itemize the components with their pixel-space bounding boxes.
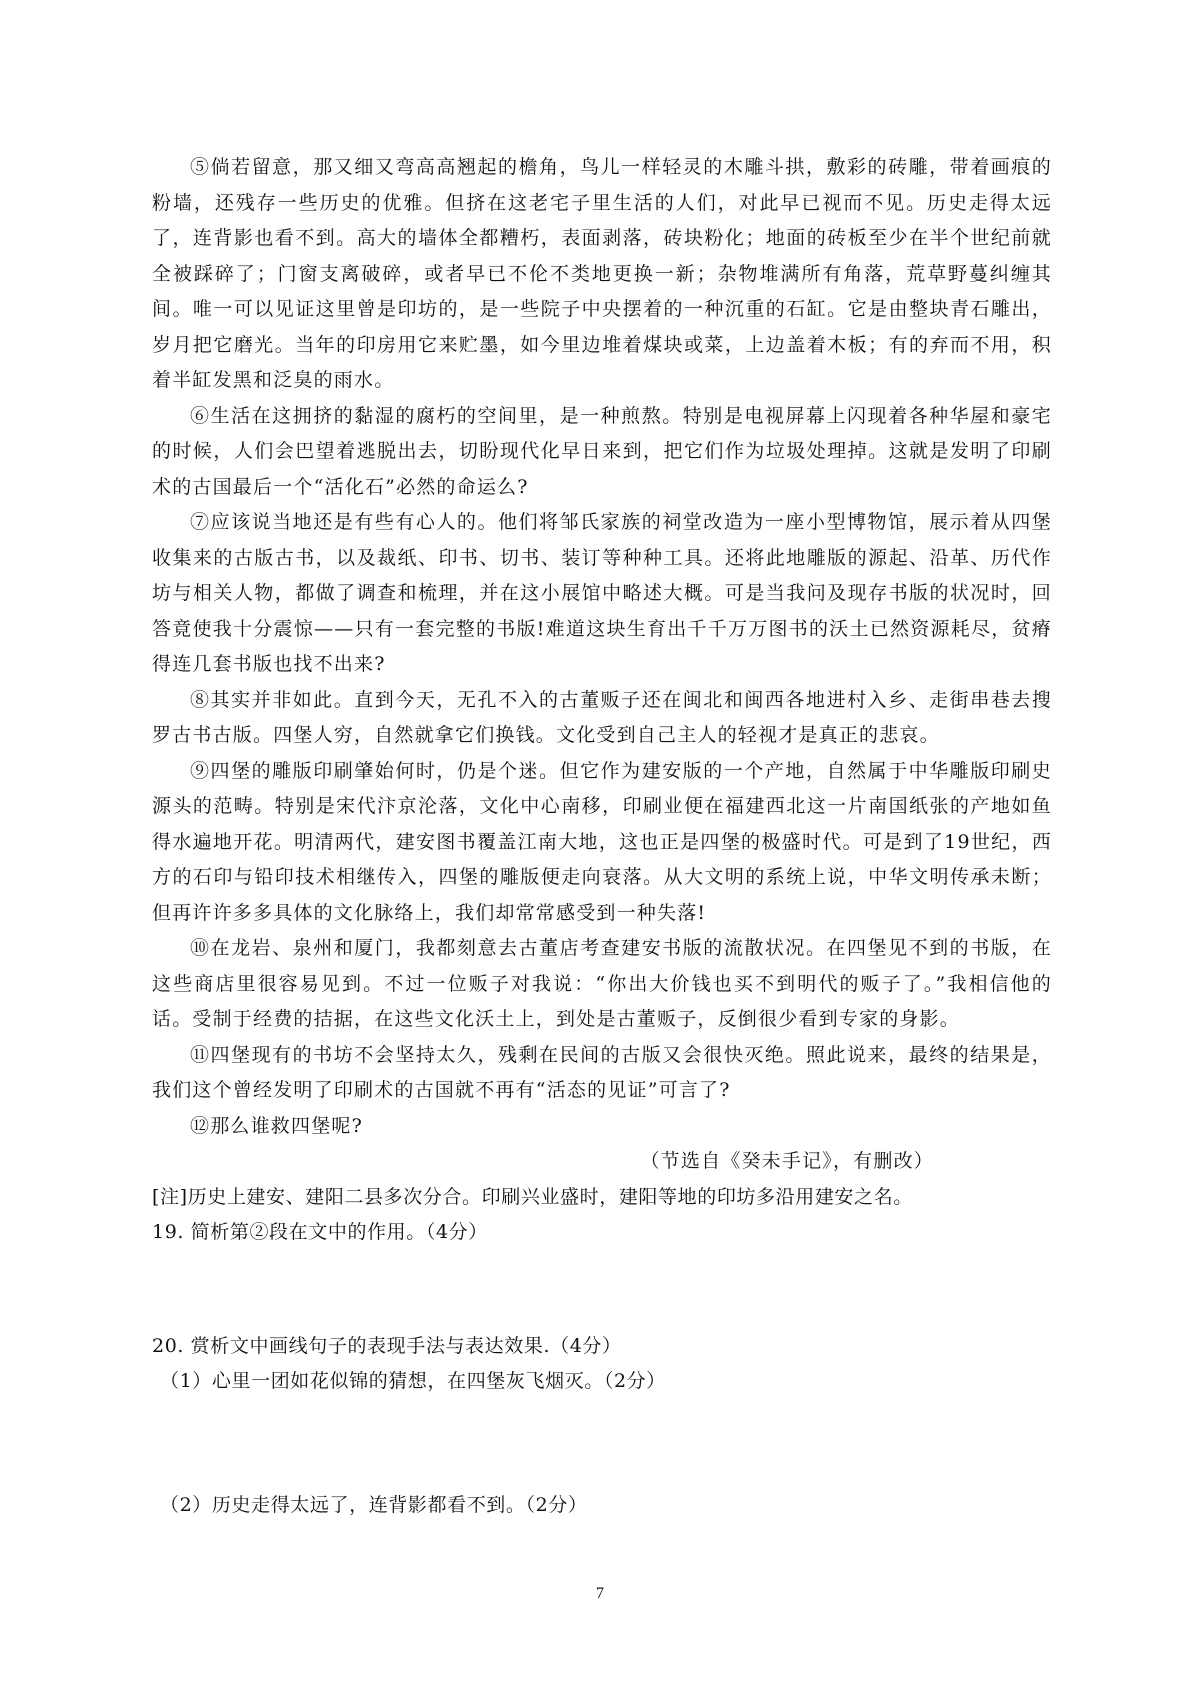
paragraph-marker: ⑨ xyxy=(190,759,211,782)
paragraph-text: 四堡的雕版印刷肇始何时，仍是个迷。但它作为建安版的一个产地，自然属于中华雕版印刷史源头的范畴。特别是宋代汴京沦落，文化中心南移，印刷业便在福建西北这一片南国纸张的产地如鱼得水遍地开花。明清两代，建安图书覆盖江南大地，这也正是四堡的极盛时代。可是到了19世纪，西方的石印与铅印技术相继传入，四堡的雕版便走向衰落。从大文明的系统上说，中华文明传承未断；但再许许多多具体的文化脉络上，我们却常常感受到一种失落! xyxy=(152,759,1053,924)
paragraph-9 xyxy=(152,754,1052,932)
paragraph-text: 倘若留意，那又细又弯高高翘起的檐角，鸟儿一样轻灵的木雕斗拱，敷彩的砖雕，带着画痕的粉墙，还残存一些历史的优雅。但挤在这老宅子里生活的人们，对此早已视而不见。历史走得太远了，连背影也看不到。高大的墙体全都糟朽，表面剥落，砖块粉化；地面的砖板至少在半个世纪前就全被踩碎了；门窗支离破碎，或者早已不伦不类地更换一新；杂物堆满所有角落，荒草野蔓纠缠其间。唯一可以见证这里曾是印坊的，是一些院子中央摆着的一种沉重的石缸。它是由整块青石雕出，岁月把它磨光。当年的印房用它来贮墨，如今里边堆着煤块或菜，上边盖着木板；有的弃而不用，积着半缸发黑和泛臭的雨水。 xyxy=(152,156,1053,391)
article-content xyxy=(152,150,1052,1523)
paragraph-text: 生活在这拥挤的黏湿的腐朽的空间里，是一种煎熬。特别是电视屏幕上闪现着各种华屋和豪宅的时候，人们会巴望着逃脱出去，切盼现代化早日来到，把它们作为垃圾处理掉。这就是发明了印刷术的古国最后一个“活化石”必然的命运么? xyxy=(152,404,1053,498)
paragraph-text: 应该说当地还是有些有心人的。他们将邹氏家族的祠堂改造为一座小型博物馆，展示着从四堡收集来的古版古书，以及裁纸、印书、切书、装订等种种工具。还将此地雕版的源起、沿革、历代作坊与相关人物，都做了调查和梳理，并在这小展馆中略述大概。可是当我问及现存书版的状况时，回答竟使我十分震惊——只有一套完整的书版!难道这块生育出千千万万图书的沃土已然资源耗尽，贫瘠得连几套书版也找不出来? xyxy=(152,511,1053,675)
paragraph-12 xyxy=(152,1109,1052,1145)
answer-space-20-1 xyxy=(152,1400,1052,1488)
question-19: 19. 简析第②段在文中的作用。（4分） xyxy=(152,1221,488,1243)
answer-space-19 xyxy=(152,1251,1052,1329)
article-source: （节选自《癸未手记》，有删改） xyxy=(640,1150,934,1172)
paragraph-marker: ⑦ xyxy=(190,511,211,533)
paragraph-text: 那么谁救四堡呢? xyxy=(210,1114,363,1137)
question-20-1: （1）心里一团如花似锦的猜想，在四堡灰飞烟灭。（2分） xyxy=(160,1370,666,1392)
question-20-2: （2）历史走得太远了，连背影都看不到。（2分） xyxy=(160,1493,588,1516)
paragraph-6 xyxy=(152,399,1052,506)
paragraph-marker: ⑫ xyxy=(190,1114,211,1137)
paragraph-10 xyxy=(152,931,1052,1038)
paragraph-7 xyxy=(152,505,1052,683)
article-note: [注]历史上建安、建阳二县多次分合。印刷兴业盛时，建阳等地的印坊多沿用建安之名。 xyxy=(152,1185,913,1208)
paragraph-text: 在龙岩、泉州和厦门，我都刻意去古董店考查建安书版的流散状况。在四堡见不到的书版，在这些商店里很容易见到。不过一位贩子对我说：“你出大价钱也买不到明代的贩子了。”我相信他的话。受制于经费的拮据，在这些文化沃土上，到处是古董贩子，反倒很少看到专家的身影。 xyxy=(152,937,1053,1030)
paragraph-5 xyxy=(152,150,1052,399)
paragraph-marker: ⑩ xyxy=(190,937,211,959)
paragraph-8 xyxy=(152,683,1052,754)
paragraph-text: 其实并非如此。直到今天，无孔不入的古董贩子还在闽北和闽西各地进村入乡、走街串巷去搜罗古书古版。四堡人穷，自然就拿它们换钱。文化受到自己主人的轻视才是真正的悲哀。 xyxy=(152,688,1053,746)
paragraph-marker: ⑤ xyxy=(190,156,211,178)
question-20: 20. 赏析文中画线句子的表现手法与表达效果.（4分） xyxy=(152,1334,622,1357)
paragraph-11 xyxy=(152,1038,1052,1109)
page-number: 7 xyxy=(596,1585,604,1602)
paragraph-marker: ⑧ xyxy=(190,688,211,711)
paragraph-marker: ⑪ xyxy=(190,1043,211,1066)
paragraph-text: 四堡现有的书坊不会坚持太久，残剩在民间的古版又会很快灭绝。照此说来，最终的结果是，我们这个曾经发明了印刷术的古国就不再有“活态的见证”可言了? xyxy=(152,1043,1053,1101)
paragraph-marker: ⑥ xyxy=(190,404,211,427)
